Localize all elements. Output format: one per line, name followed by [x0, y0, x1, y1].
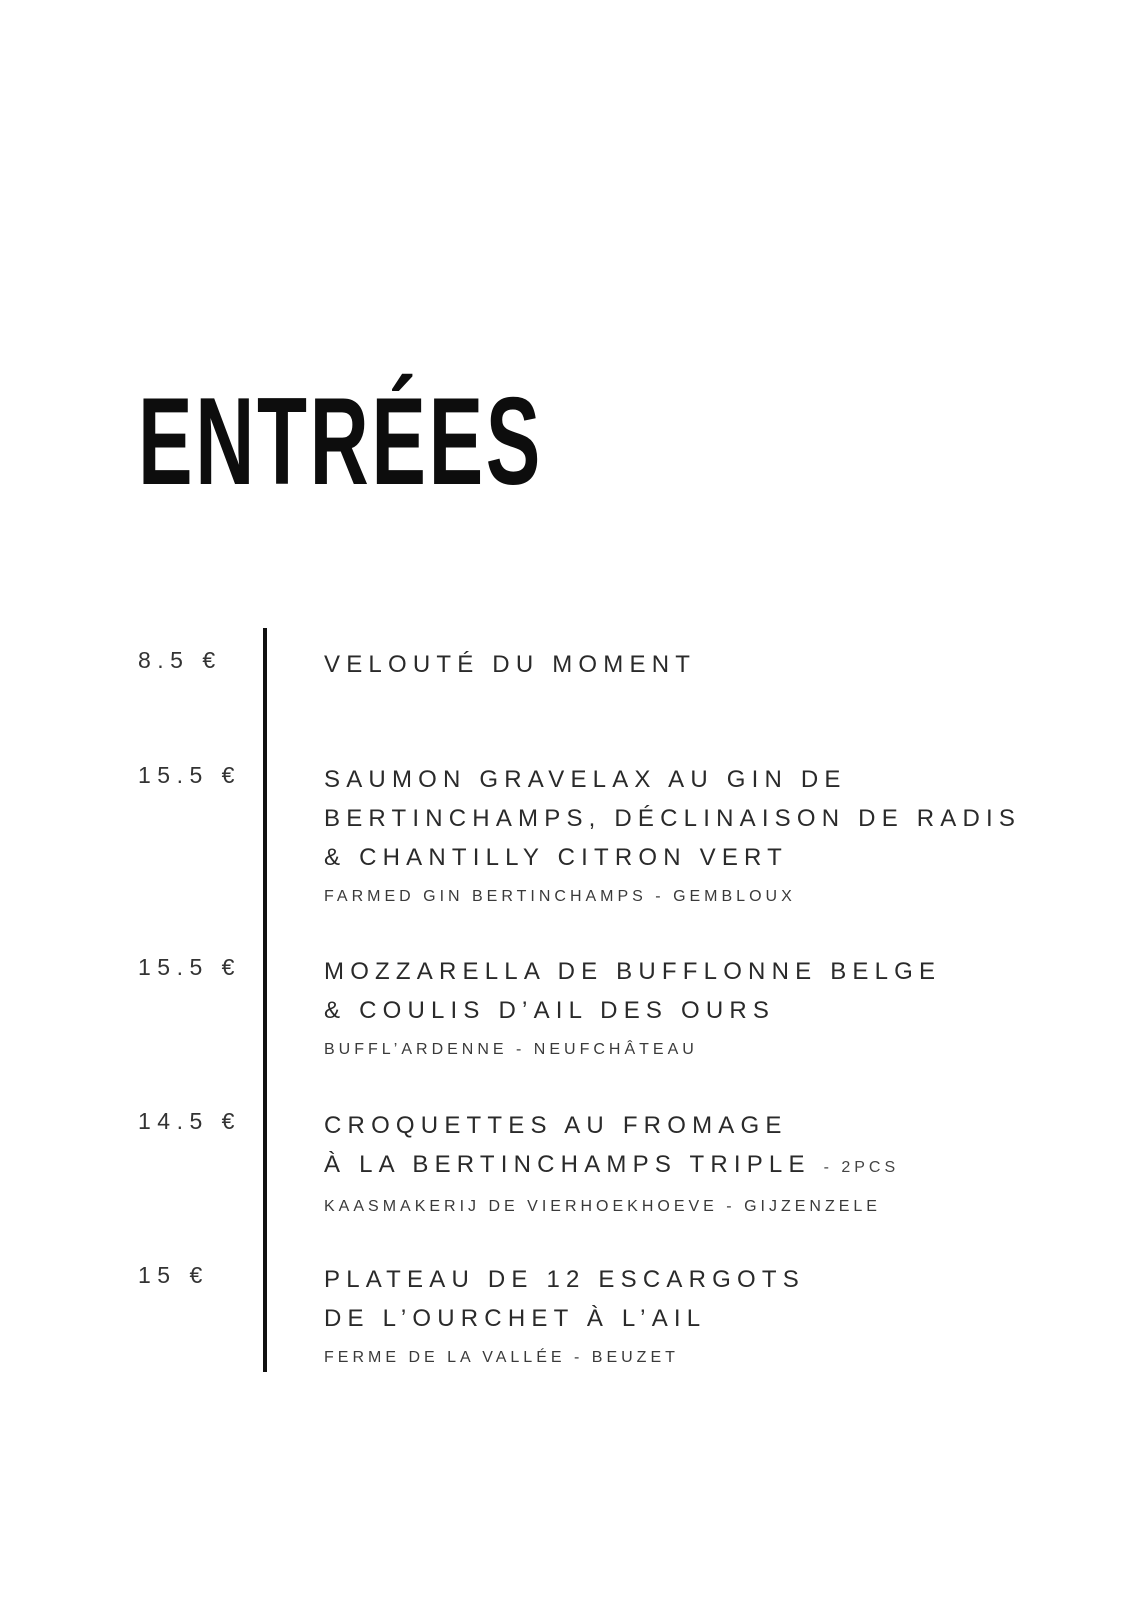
item-description: [324, 1106, 1084, 1219]
item-origin: BUFFL’ARDENNE - NEUFCHÂTEAU: [324, 1041, 698, 1058]
item-name-line: CROQUETTES AU FROMAGE: [324, 1112, 788, 1139]
vertical-divider: [263, 628, 267, 1372]
item-name-line: & COULIS D’AIL DES OURS: [324, 997, 776, 1024]
item-quantity: - 2PCS: [823, 1159, 900, 1176]
item-name-line: PLATEAU DE 12 ESCARGOTS: [324, 1266, 805, 1293]
item-description: [324, 760, 1084, 909]
item-price: 15 €: [138, 1262, 209, 1288]
item-price: 14.5 €: [138, 1108, 241, 1134]
item-origin: FARMED GIN BERTINCHAMPS - GEMBLOUX: [324, 888, 796, 905]
item-name-line: DE L’OURCHET À L’AIL: [324, 1305, 707, 1332]
item-name-line: & CHANTILLY CITRON VERT: [324, 844, 788, 871]
item-origin: FERME DE LA VALLÉE - BEUZET: [324, 1349, 679, 1366]
item-price: 15.5 €: [138, 762, 241, 788]
item-name-line: [324, 1145, 1084, 1187]
item-origin: KAASMAKERIJ DE VIERHOEKHOEVE - GIJZENZELE: [324, 1198, 881, 1215]
item-name-line: BERTINCHAMPS, DÉCLINAISON DE RADIS: [324, 805, 1022, 832]
item-name-line: MOZZARELLA DE BUFFLONNE BELGE: [324, 958, 942, 985]
page-title: ENTRÉES: [138, 373, 544, 511]
item-description: [324, 952, 1084, 1062]
item-price: 15.5 €: [138, 954, 241, 980]
item-name-text: À LA BERTINCHAMPS TRIPLE: [324, 1151, 811, 1178]
item-name-line: VELOUTÉ DU MOMENT: [324, 651, 697, 678]
item-description: [324, 645, 1084, 684]
item-name-line: SAUMON GRAVELAX AU GIN DE: [324, 766, 847, 793]
item-description: [324, 1260, 1084, 1370]
item-price: 8.5 €: [138, 647, 222, 673]
